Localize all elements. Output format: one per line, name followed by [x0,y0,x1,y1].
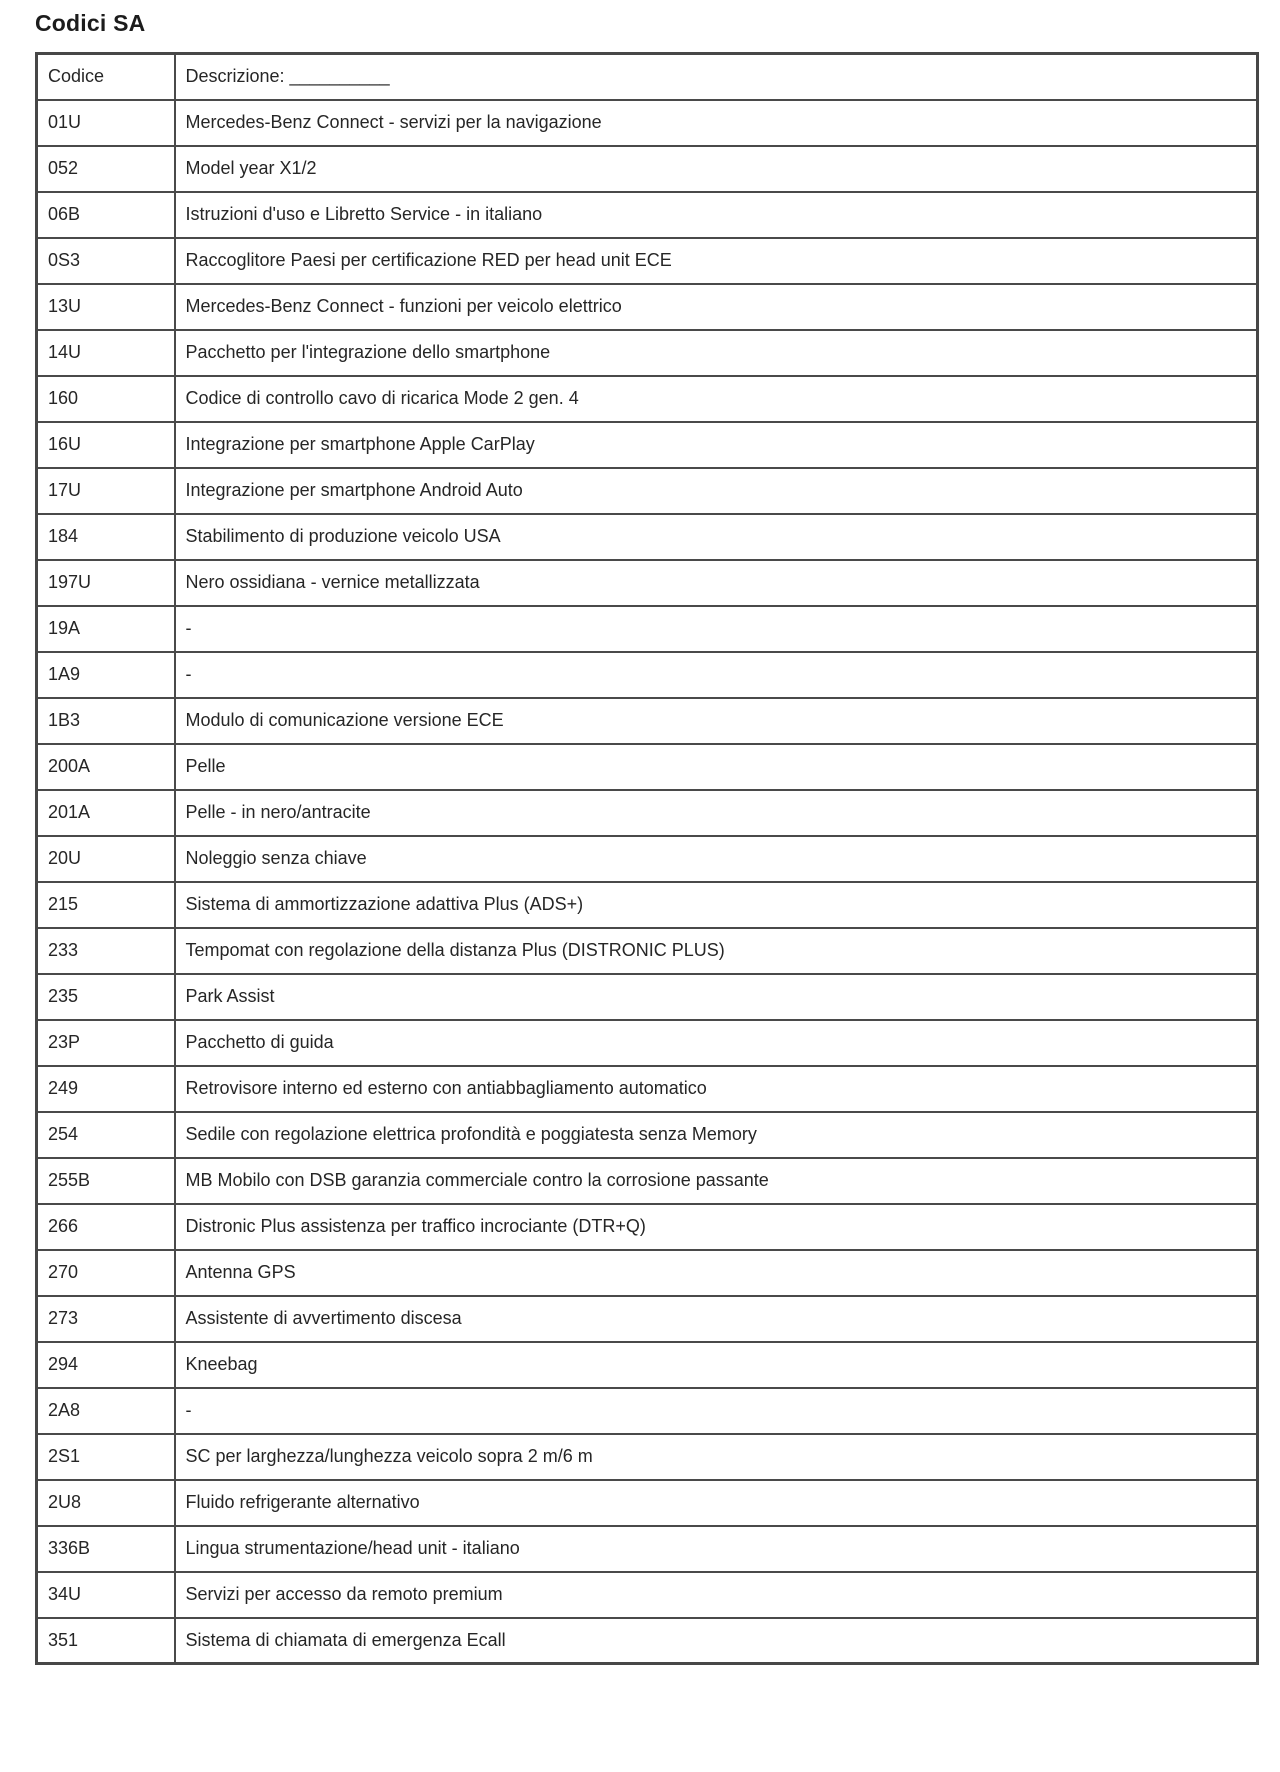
code-cell: 266 [37,1204,175,1250]
code-cell: 1B3 [37,698,175,744]
code-cell: 2A8 [37,1388,175,1434]
code-cell: 294 [37,1342,175,1388]
code-cell: 13U [37,284,175,330]
description-cell: Fluido refrigerante alternativo [175,1480,1258,1526]
code-cell: 273 [37,1296,175,1342]
code-cell: 06B [37,192,175,238]
description-cell: - [175,652,1258,698]
description-cell: Model year X1/2 [175,146,1258,192]
code-cell: 14U [37,330,175,376]
code-cell: 270 [37,1250,175,1296]
page-title: Codici SA [35,10,146,36]
description-cell: Pacchetto di guida [175,1020,1258,1066]
description-cell: Sistema di ammortizzazione adattiva Plus (ADS+) [175,882,1258,928]
description-cell: Istruzioni d'uso e Libretto Service - in italiano [175,192,1258,238]
description-cell: Assistente di avvertimento discesa [175,1296,1258,1342]
code-cell: 197U [37,560,175,606]
header-row [37,54,1258,100]
description-cell: Mercedes-Benz Connect - servizi per la navigazione [175,100,1258,146]
table-row [37,1296,1258,1342]
code-cell: 254 [37,1112,175,1158]
description-cell: Mercedes-Benz Connect - funzioni per veicolo elettrico [175,284,1258,330]
table-row [37,1250,1258,1296]
table-row [37,882,1258,928]
code-cell: 249 [37,1066,175,1112]
description-cell: Modulo di comunicazione versione ECE [175,698,1258,744]
table-row [37,330,1258,376]
description-cell: Nero ossidiana - vernice metallizzata [175,560,1258,606]
table-row [37,284,1258,330]
description-cell: Codice di controllo cavo di ricarica Mode 2 gen. 4 [175,376,1258,422]
code-cell: 1A9 [37,652,175,698]
code-column-header: Codice [37,54,175,100]
code-cell: 351 [37,1618,175,1664]
sa-codes-table [35,52,1259,1665]
table-row [37,1342,1258,1388]
description-cell: Retrovisore interno ed esterno con antiabbagliamento automatico [175,1066,1258,1112]
description-cell: Lingua strumentazione/head unit - italiano [175,1526,1258,1572]
table-row [37,1158,1258,1204]
description-cell: Pelle - in nero/antracite [175,790,1258,836]
description-cell: Raccoglitore Paesi per certificazione RED per head unit ECE [175,238,1258,284]
table-row [37,698,1258,744]
description-column-header: Descrizione: __________ [175,54,1258,100]
table-row [37,1388,1258,1434]
table-row [37,238,1258,284]
description-cell: Kneebag [175,1342,1258,1388]
table-row [37,606,1258,652]
code-cell: 052 [37,146,175,192]
description-cell: SC per larghezza/lunghezza veicolo sopra 2 m/6 m [175,1434,1258,1480]
table-row [37,1434,1258,1480]
code-cell: 215 [37,882,175,928]
table-row [37,1112,1258,1158]
description-cell: Noleggio senza chiave [175,836,1258,882]
table-row [37,376,1258,422]
description-cell: MB Mobilo con DSB garanzia commerciale contro la corrosione passante [175,1158,1258,1204]
table-row [37,790,1258,836]
table-row [37,560,1258,606]
table-row [37,928,1258,974]
code-cell: 233 [37,928,175,974]
code-cell: 200A [37,744,175,790]
table-row [37,422,1258,468]
code-cell: 160 [37,376,175,422]
description-cell: Stabilimento di produzione veicolo USA [175,514,1258,560]
table-row [37,1020,1258,1066]
table-row [37,1526,1258,1572]
table-row [37,836,1258,882]
table-row [37,468,1258,514]
table-row [37,1204,1258,1250]
table-body [37,100,1258,1664]
table-row [37,744,1258,790]
description-cell: Distronic Plus assistenza per traffico incrociante (DTR+Q) [175,1204,1258,1250]
description-cell: Sedile con regolazione elettrica profondità e poggiatesta senza Memory [175,1112,1258,1158]
description-cell: Sistema di chiamata di emergenza Ecall [175,1618,1258,1664]
table-row [37,1480,1258,1526]
table-header [37,54,1258,100]
table-row [37,1572,1258,1618]
description-cell: Antenna GPS [175,1250,1258,1296]
code-cell: 01U [37,100,175,146]
code-cell: 34U [37,1572,175,1618]
description-cell: Tempomat con regolazione della distanza Plus (DISTRONIC PLUS) [175,928,1258,974]
table-row [37,192,1258,238]
code-cell: 201A [37,790,175,836]
description-cell: Integrazione per smartphone Apple CarPlay [175,422,1258,468]
code-cell: 23P [37,1020,175,1066]
table-row [37,974,1258,1020]
code-cell: 16U [37,422,175,468]
description-cell: - [175,1388,1258,1434]
code-cell: 235 [37,974,175,1020]
code-cell: 0S3 [37,238,175,284]
code-cell: 2S1 [37,1434,175,1480]
description-cell: Pacchetto per l'integrazione dello smartphone [175,330,1258,376]
table-row [37,146,1258,192]
table-row [37,514,1258,560]
description-cell: Integrazione per smartphone Android Auto [175,468,1258,514]
description-cell: - [175,606,1258,652]
description-cell: Servizi per accesso da remoto premium [175,1572,1258,1618]
code-cell: 255B [37,1158,175,1204]
description-cell: Pelle [175,744,1258,790]
code-cell: 17U [37,468,175,514]
code-cell: 184 [37,514,175,560]
table-row [37,1066,1258,1112]
table-row [37,100,1258,146]
description-cell: Park Assist [175,974,1258,1020]
table-row [37,1618,1258,1664]
code-cell: 336B [37,1526,175,1572]
code-cell: 19A [37,606,175,652]
table-row [37,652,1258,698]
code-cell: 2U8 [37,1480,175,1526]
code-cell: 20U [37,836,175,882]
